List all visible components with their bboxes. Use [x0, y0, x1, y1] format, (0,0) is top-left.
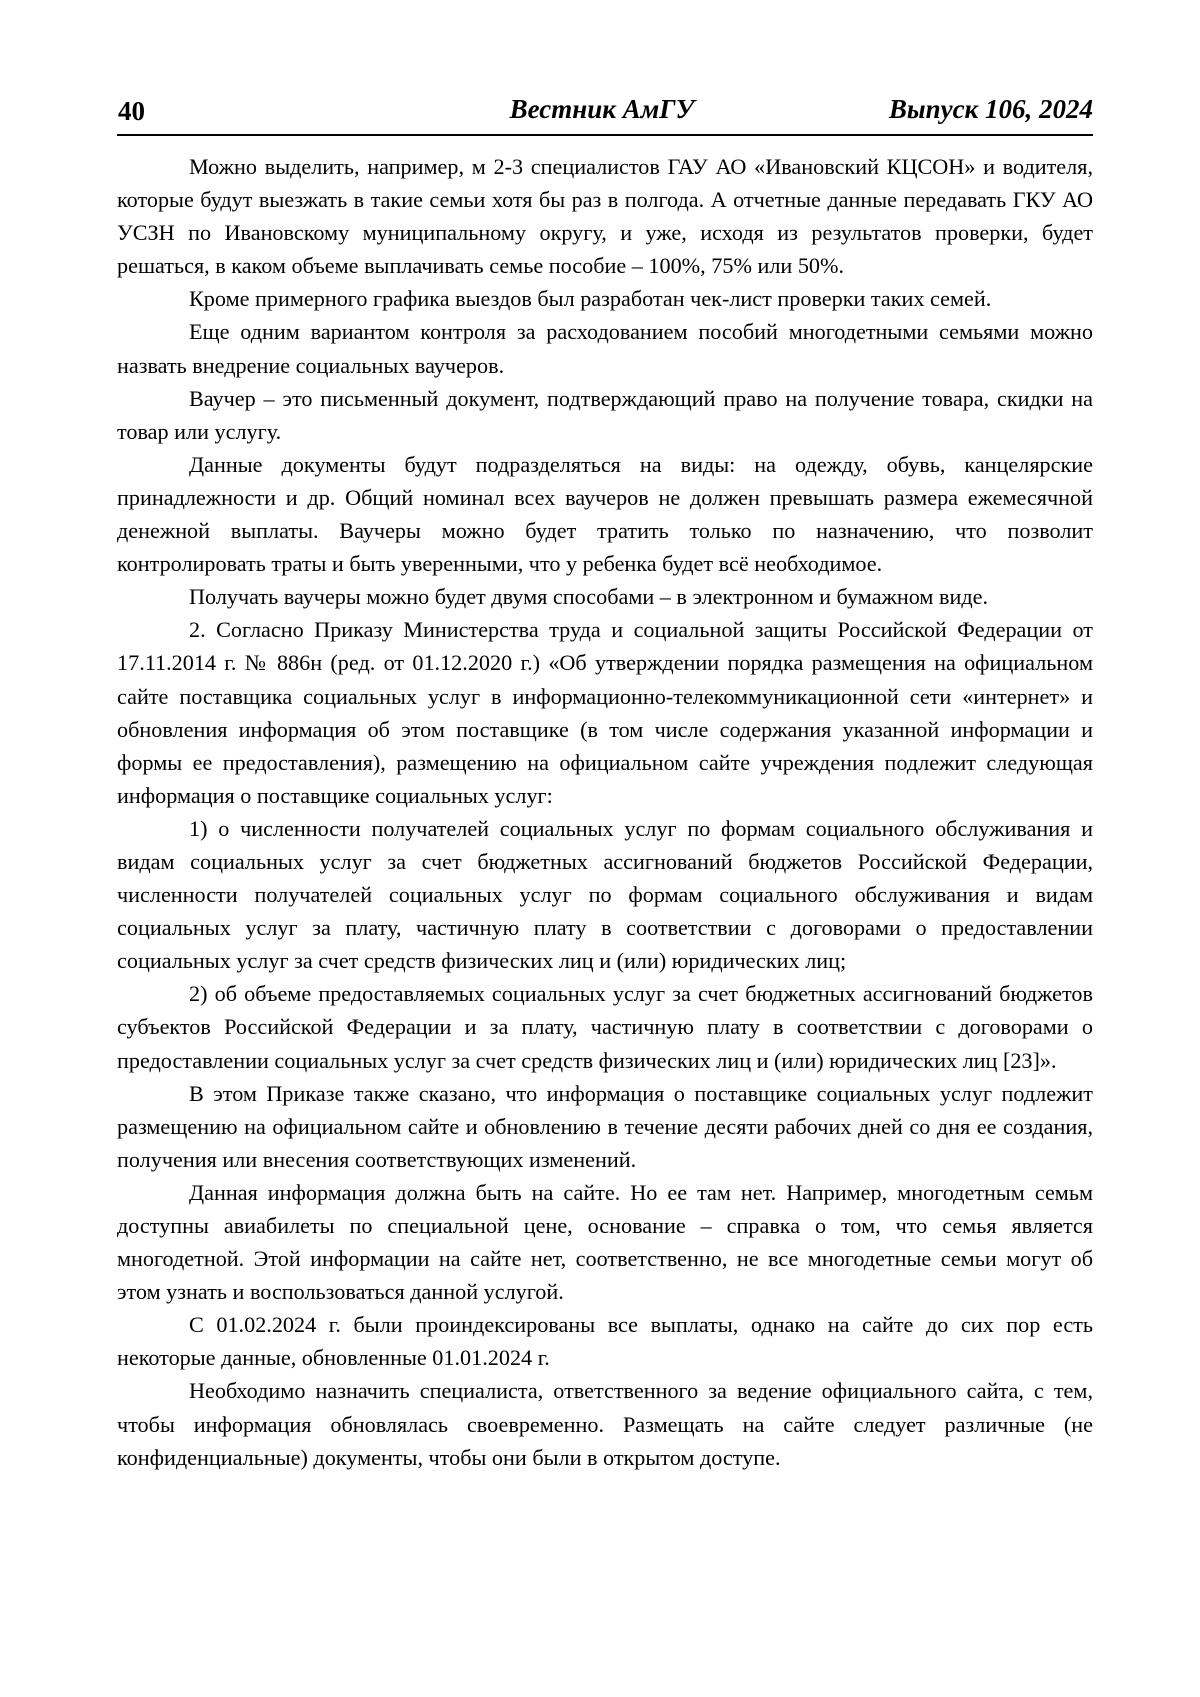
paragraph: Данная информация должна быть на сайте. Но ее там нет. Например, многодетным семьм доступны авиабилеты по специальной цене, основание – справка о том, что семья является многодетной. Этой информации на сайте нет, соответственно, не все многодетные семьи могут об этом узнать и воспользоваться данной услугой. — [117, 1179, 1093, 1305]
page-number: 40 — [118, 96, 145, 126]
article-body — [117, 150, 1093, 1474]
issue-info: Выпуск 106, 2024 — [888, 94, 1093, 124]
journal-title: Вестник АмГУ — [509, 94, 695, 124]
paragraph: Необходимо назначить специалиста, ответственного за ведение официального сайта, с тем, чтобы информация обновлялась своевременно. Размещать на сайте следует различные (не конфиденциальные) документы, чтобы они были в открытом доступе. — [117, 1378, 1093, 1470]
paragraph: Получать ваучеры можно будет двумя способами – в электронном и бумажном виде. — [189, 584, 989, 610]
paragraph: Кроме примерного графика выездов был разработан чек-лист проверки таких семей. — [189, 286, 992, 312]
list-item: 2) об объеме предоставляемых социальных услуг за счет бюджетных ассигнований бюджетов субъектов Российской Федерации и за плату, частичную плату в соответствии с договорами о предоставлении социальных услуг за счет средств физических лиц и (или) юридических лиц [23]». — [117, 981, 1093, 1073]
paragraph: 2. Согласно Приказу Министерства труда и социальной защиты Российской Федерации от 17.11.2014 г. № 886н (ред. от 01.12.2020 г.) «Об утверждении порядка размещения на официальном сайте поставщика социальных услуг в информационно-телекоммуникационной сети «интернет» и обновления информация об этом поставщике (в том числе содержания указанной информации и формы ее предоставления), размещению на официальном сайте учреждения подлежит следующая информация о поставщике социальных услуг: — [117, 617, 1093, 808]
list-item: 1) о численности получателей социальных услуг по формам социального обслуживания и видам социальных услуг за счет бюджетных ассигнований бюджетов Российской Федерации, численности получателей социальных услуг по формам социального обслуживания и видам социальных услуг за плату, частичную плату в соответствии с договорами о предоставлении социальных услуг за счет средств физических лиц и (или) юридических лиц; — [117, 815, 1093, 974]
paragraph: С 01.02.2024 г. были проиндексированы все выплаты, однако на сайте до сих пор есть некоторые данные, обновленные 01.01.2024 г. — [117, 1312, 1093, 1371]
paragraph: Еще одним вариантом контроля за расходованием пособий многодетными семьями можно назвать внедрение социальных ваучеров. — [117, 319, 1093, 378]
paragraph: Данные документы будут подразделяться на виды: на одежду, обувь, канцелярские принадлежности и др. Общий номинал всех ваучеров не должен превышать размера ежемесячной денежной выплаты. Ваучеры можно будет тратить только по назначению, что позволит контролировать траты и быть уверенными, что у ребенка будет всё необходимое. — [117, 451, 1093, 577]
paragraph: Ваучер – это письменный документ, подтверждающий право на получение товара, скидки на товар или услугу. — [117, 385, 1093, 444]
paragraph: В этом Приказе также сказано, что информация о поставщике социальных услуг подлежит размещению на официальном сайте и обновлению в течение десяти рабочих дней со дня ее создания, получения или внесения соответствующих изменений. — [117, 1080, 1093, 1172]
page-header — [117, 92, 1093, 136]
paragraph: Можно выделить, например, м 2-3 специалистов ГАУ АО «Ивановский КЦСОН» и водителя, которые будут выезжать в такие семьи хотя бы раз в полгода. А отчетные данные передавать ГКУ АО УСЗН по Ивановскому муниципальному округу, и уже, исходя из результатов проверки, будет решаться, в каком объеме выплачивать семье пособие – 100%, 75% или 50%. — [117, 154, 1093, 279]
